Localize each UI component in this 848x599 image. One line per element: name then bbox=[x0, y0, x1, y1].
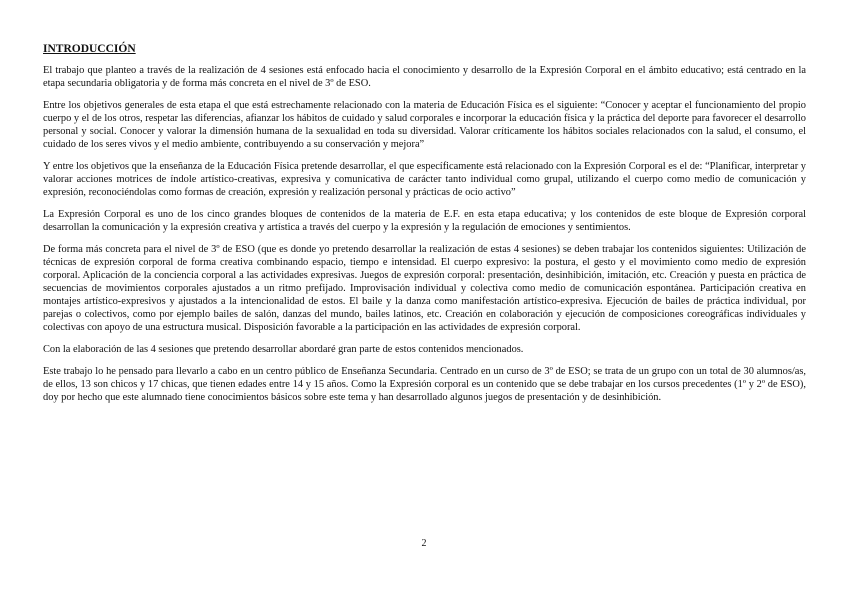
paragraph-general-objectives: Entre los objetivos generales de esta etapa el que está estrechamente relacionado con la materia de Educación Física es el siguiente: “Conocer y aceptar el funcionamiento del propio cuerpo y el de los otros, respetar las diferencias, afianzar los hábitos de cuidado y salud corporales e incorporar la educación física y la práctica del deporte para favorecer el desarrollo personal y social. Conocer y valorar la dimensión humana de la sexualidad en toda su diversidad. Valorar críticamente los hábitos sociales relacionados con la salud, el consumo, el cuidado de los seres vivos y el medio ambiente, contribuyendo a su conservación y mejora” bbox=[43, 100, 806, 150]
paragraph-sessions: Con la elaboración de las 4 sesiones que pretendo desarrollar abordaré gran parte de estos contenidos mencionados. bbox=[43, 343, 524, 355]
paragraph-contents-3eso: De forma más concreta para el nivel de 3º de ESO (que es donde yo pretendo desarrollar la realización de estas 4 sesiones) se deben trabajar los contenidos siguientes: Utilización de técnicas de expresión corporal de forma creativa combinando espacio, tiempo e intensidad. El cuerpo expresivo: la postura, el gesto y el movimiento como medio de expresión corporal. Aplicación de la conciencia corporal a las actividades expresivas. Juegos de expresión corporal: presentación, desinhibición, imitación, etc. Creación y puesta en práctica de secuencias de movimientos corporales ajustados a un ritmo prefijado. Improvisación individual y colectiva como medio de comunicación espontánea. Participación creativa en montajes artístico-expresivos y ajustados a la intencionalidad de estos. El baile y la danza como manifestación artístico-expresiva. Ejecución de bailes de práctica individual, por parejas o colectivos, como por ejemplo bailes de salón, danzas del mundo, bailes latinos, etc. Creación en colaboración y ejecución de composiciones coreográficas individuales y colectivas con apoyo de una estructura musical. Disposición favorable a la participación en las actividades de expresión corporal. bbox=[43, 244, 806, 333]
document-page bbox=[43, 42, 806, 414]
section-heading: INTRODUCCIÓN bbox=[43, 43, 136, 55]
paragraph-context: Este trabajo lo he pensado para llevarlo a cabo en un centro público de Enseñanza Secundaria. Centrado en un curso de 3º de ESO; se trata de un grupo con un total de 30 alumnos/as, de ellos, 13 son chicos y 17 chicas, que tienen edades entre 14 y 15 años. Como la Expresión corporal es un contenido que se debe trabajar en los cursos precedentes (1º y 2º de ESO), doy por hecho que este alumnado tiene conocimientos básicos sobre este tema y han desarrollado algunos juegos de presentación y de desinhibición. bbox=[43, 366, 806, 403]
paragraph-pe-objectives: Y entre los objetivos que la enseñanza de la Educación Física pretende desarrollar, el que específicamente está relacionado con la Expresión Corporal es el de: “Planificar, interpretar y valorar acciones motrices de índole artístico-creativas, expresiva y comunicativa de carácter tanto individual como grupal, utilizando el cuerpo como medio de comunicación y expresión, reconociéndolas como formas de creación, expresión y realización personal y prácticas de ocio activo” bbox=[43, 161, 806, 198]
paragraph-intro: El trabajo que planteo a través de la realización de 4 sesiones está enfocado hacia el conocimiento y desarrollo de la Expresión Corporal en el ámbito educativo; está centrado en la etapa secundaria obligatoria y de forma más concreta en el nivel de 3º de ESO. bbox=[43, 65, 806, 89]
paragraph-content-blocks: La Expresión Corporal es uno de los cinco grandes bloques de contenidos de la materia de E.F. en esta etapa educativa; y los contenidos de este bloque de Expresión corporal desarrollan la comunicación y la expresión creativa y artística a través del cuerpo y la expresión y la regulación de emociones y sentimientos. bbox=[43, 209, 806, 233]
page-number: 2 bbox=[421, 538, 427, 549]
